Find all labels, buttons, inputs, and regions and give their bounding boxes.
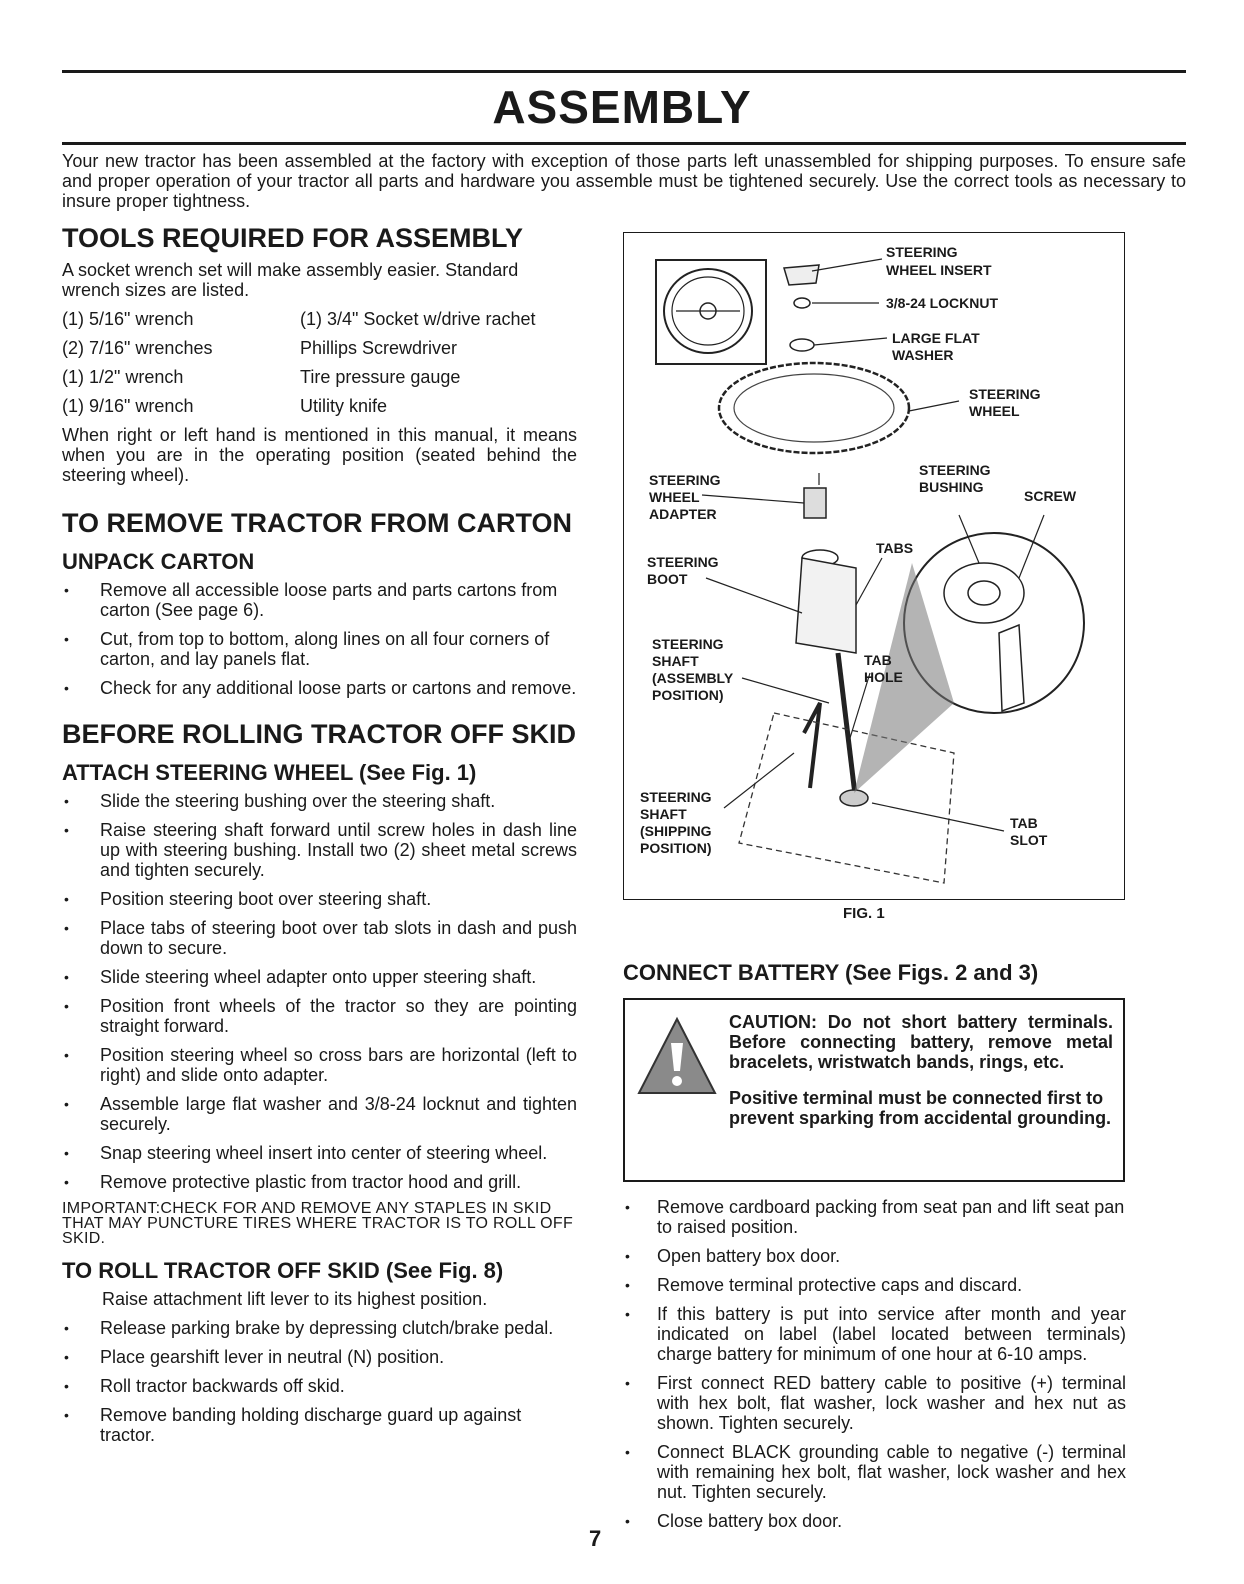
battery-list (623, 1197, 1126, 1540)
label-tab-slot: TAB (1010, 815, 1038, 831)
label-tab-slot: SLOT (1010, 832, 1048, 848)
label-tab-hole: TAB (864, 652, 892, 668)
list-item: • Slide the steering bushing over the steering shaft. (62, 791, 577, 811)
intro-paragraph: Your new tractor has been assembled at the factory with exception of those parts left unassembled for shipping purposes. To ensure safe and proper operation of your tractor all parts and hardware you assemble must be tightened securely. Use the correct tools as necessary to insure proper tightness. (62, 151, 1186, 211)
label-bushing: STEERING (919, 462, 991, 478)
list-item: • Roll tractor backwards off skid. (62, 1376, 577, 1396)
tools-intro: A socket wrench set will make assembly easier. Standard wrench sizes are listed. (62, 260, 519, 300)
list-item: • Assemble large flat washer and 3/8-24 locknut and tighten securely. (62, 1094, 577, 1134)
list-item: • Remove terminal protective caps and discard. (623, 1275, 1126, 1295)
tool-item: Utility knife (300, 396, 388, 416)
list-item: • Position steering boot over steering shaft. (62, 889, 577, 909)
label-boot: BOOT (647, 571, 688, 587)
list-item: • Position steering wheel so cross bars are horizontal (left to right) and slide onto adapter. (62, 1045, 577, 1085)
label-steering-wheel: STEERING (969, 386, 1041, 402)
shipping-shaft (804, 703, 820, 788)
steering-wheel-inner (734, 374, 894, 442)
list-item: • Snap steering wheel insert into center of steering wheel. (62, 1143, 577, 1163)
tool-item: Phillips Screwdriver (300, 338, 458, 358)
roll-list (62, 1318, 577, 1445)
label-tab-hole: HOLE (864, 669, 903, 685)
list-item: • Remove protective plastic from tractor hood and grill. (62, 1172, 577, 1192)
list-item: • Close battery box door. (623, 1511, 1126, 1531)
label-bushing: BUSHING (919, 479, 984, 495)
roll-lead: Raise attachment lift lever to its highest position. (102, 1289, 488, 1309)
tool-item: (2) 7/16" wrenches (62, 338, 213, 358)
battery-heading: CONNECT BATTERY (See Figs. 2 and 3) (623, 960, 1039, 985)
list-item: • Place gearshift lever in neutral (N) position. (62, 1347, 577, 1367)
attach-list (62, 791, 577, 1192)
list-item: • Release parking brake by depressing clutch/brake pedal. (62, 1318, 577, 1338)
label-shaft-shipping: (SHIPPING (640, 823, 712, 839)
important-note: IMPORTANT:CHECK FOR AND REMOVE ANY STAPLES IN SKID THAT MAY PUNCTURE TIRES WHERE TRACTOR IS TO ROLL OFF SKID. (62, 1200, 574, 1247)
list-item: • Position front wheels of the tractor so they are pointing straight forward. (62, 996, 577, 1036)
label-screw: SCREW (1024, 488, 1077, 504)
tool-item: (1) 5/16" wrench (62, 309, 194, 329)
title-rule (62, 142, 1186, 145)
list-item: • Remove cardboard packing from seat pan and lift seat pan to raised position. (623, 1197, 1126, 1237)
wheel-insert-part (784, 265, 819, 285)
tool-item: Tire pressure gauge (300, 367, 461, 387)
label-tabs: TABS (876, 540, 914, 556)
label-wheel-insert: WHEEL INSERT (886, 262, 992, 278)
tool-item: (1) 9/16" wrench (62, 396, 194, 416)
steering-wheel-part (719, 363, 909, 453)
tool-item: (1) 3/4" Socket w/drive rachet (300, 309, 536, 329)
label-locknut: 3/8-24 LOCKNUT (886, 295, 999, 311)
remove-heading: TO REMOVE TRACTOR FROM CARTON (62, 508, 573, 538)
label-washer: WASHER (892, 347, 954, 363)
tools-heading: TOOLS REQUIRED FOR ASSEMBLY (62, 223, 524, 253)
label-shaft-shipping: SHAFT (640, 806, 687, 822)
list-item: • Open battery box door. (623, 1246, 1126, 1266)
label-washer: LARGE FLAT (892, 330, 980, 346)
bushing-hole (968, 581, 1000, 605)
list-item: • Remove banding holding discharge guard up against tractor. (62, 1405, 577, 1445)
figure-caption: FIG. 1 (843, 905, 885, 922)
list-item: • Slide steering wheel adapter onto upper steering shaft. (62, 967, 577, 987)
list-item: • Connect BLACK grounding cable to negative (-) terminal with remaining hex bolt, flat washer, lock washer and hex nut. Tighten securely. (623, 1442, 1126, 1502)
tool-item: (1) 1/2" wrench (62, 367, 184, 387)
steering-assembly-diagram (624, 233, 1124, 899)
figure-1 (623, 232, 1125, 900)
list-item: • If this battery is put into service after month and year indicated on label (label located between terminals) charge battery for minimum of one hour at 6-10 amps. (623, 1304, 1126, 1364)
label-adapter: ADAPTER (649, 506, 717, 522)
tools-list (62, 309, 577, 416)
left-column (62, 222, 577, 1454)
list-item: • Remove all accessible loose parts and parts cartons from carton (See page 6). (62, 580, 577, 620)
label-wheel-insert: STEERING (886, 244, 958, 260)
label-shaft-assembly: (ASSEMBLY (652, 670, 734, 686)
caution-box (623, 998, 1125, 1182)
label-shaft-assembly: POSITION) (652, 687, 724, 703)
label-steering-wheel: WHEEL (969, 403, 1020, 419)
positive-terminal-note: Positive terminal must be connected first to prevent sparking from accidental grounding. (729, 1088, 1112, 1128)
page-number: 7 (589, 1526, 602, 1551)
list-item: • Place tabs of steering boot over tab slots in dash and push down to secure. (62, 918, 577, 958)
locknut-part (794, 298, 810, 308)
warning-icon (635, 1015, 719, 1099)
label-shaft-assembly: SHAFT (652, 653, 699, 669)
washer-part (790, 339, 814, 351)
top-rule (62, 70, 1186, 73)
label-adapter: WHEEL (649, 489, 700, 505)
list-item: • Raise steering shaft forward until screw holes in dash line up with steering bushing. Install two (2) sheet metal screws and tighten securely. (62, 820, 577, 880)
label-boot: STEERING (647, 554, 719, 570)
label-adapter: STEERING (649, 472, 721, 488)
bushing-part (944, 563, 1024, 623)
shaft-base (840, 790, 868, 806)
before-heading: BEFORE ROLLING TRACTOR OFF SKID (62, 719, 576, 749)
list-item: • Check for any additional loose parts or cartons and remove. (62, 678, 577, 698)
list-item: • Cut, from top to bottom, along lines on all four corners of carton, and lay panels flat. (62, 629, 577, 669)
boot-part (796, 558, 856, 653)
label-shaft-shipping: POSITION) (640, 840, 712, 856)
tab-slot-detail (999, 625, 1024, 711)
unpack-list (62, 580, 577, 698)
attach-subheading: ATTACH STEERING WHEEL (See Fig. 1) (62, 760, 477, 785)
roll-subheading: TO ROLL TRACTOR OFF SKID (See Fig. 8) (62, 1258, 504, 1283)
label-shaft-shipping: STEERING (640, 789, 712, 805)
list-item: • First connect RED battery cable to positive (+) terminal with hex bolt, flat washer, lock washer and hex nut as shown. Tighten securely. (623, 1373, 1126, 1433)
adapter-part (804, 488, 826, 518)
hand-note: When right or left hand is mentioned in this manual, it means when you are in the operating position (seated behind the steering wheel). (62, 425, 577, 485)
page-title: ASSEMBLY (492, 81, 752, 133)
caution-text: CAUTION: Do not short battery terminals. Before connecting battery, remove metal bracelets, wristwatch bands, rings, etc. (729, 1012, 1113, 1072)
unpack-subheading: UNPACK CARTON (62, 549, 255, 574)
label-shaft-assembly: STEERING (652, 636, 724, 652)
